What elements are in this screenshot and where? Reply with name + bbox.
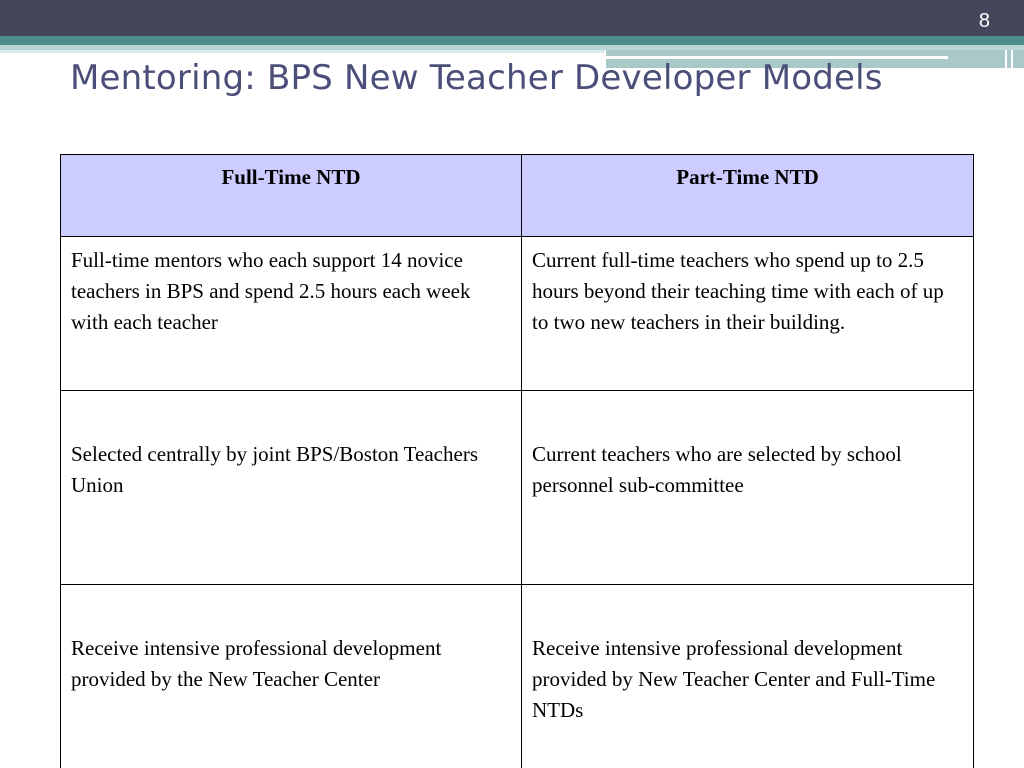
accent-line-left <box>0 50 605 53</box>
table-cell: Receive intensive professional development provided by New Teacher Center and Full-Time NTDs <box>522 585 974 768</box>
top-banner <box>0 0 1024 36</box>
table-cell: Current teachers who are selected by school personnel sub-committee <box>522 391 974 585</box>
accent-divider <box>1005 50 1007 70</box>
slide-number: 8 <box>978 10 990 32</box>
table-row <box>61 237 974 391</box>
table-cell: Current full-time teachers who spend up to 2.5 hours beyond their teaching time with each of up to two new teachers in their building. <box>522 237 974 391</box>
slide-title: Mentoring: BPS New Teacher Developer Models <box>70 58 883 98</box>
column-header-part-time: Part-Time NTD <box>522 155 974 237</box>
accent-divider <box>1011 50 1013 70</box>
column-header-full-time: Full-Time NTD <box>61 155 522 237</box>
table-cell: Full-time mentors who each support 14 novice teachers in BPS and spend 2.5 hours each week with each teacher <box>61 237 522 391</box>
table-cell: Receive intensive professional development provided by the New Teacher Center <box>61 585 522 768</box>
table-cell: Selected centrally by joint BPS/Boston Teachers Union <box>61 391 522 585</box>
table-row <box>61 585 974 768</box>
table-row <box>61 391 974 585</box>
table-header-row <box>61 155 974 237</box>
teal-band <box>0 36 1024 45</box>
comparison-table <box>60 154 974 768</box>
